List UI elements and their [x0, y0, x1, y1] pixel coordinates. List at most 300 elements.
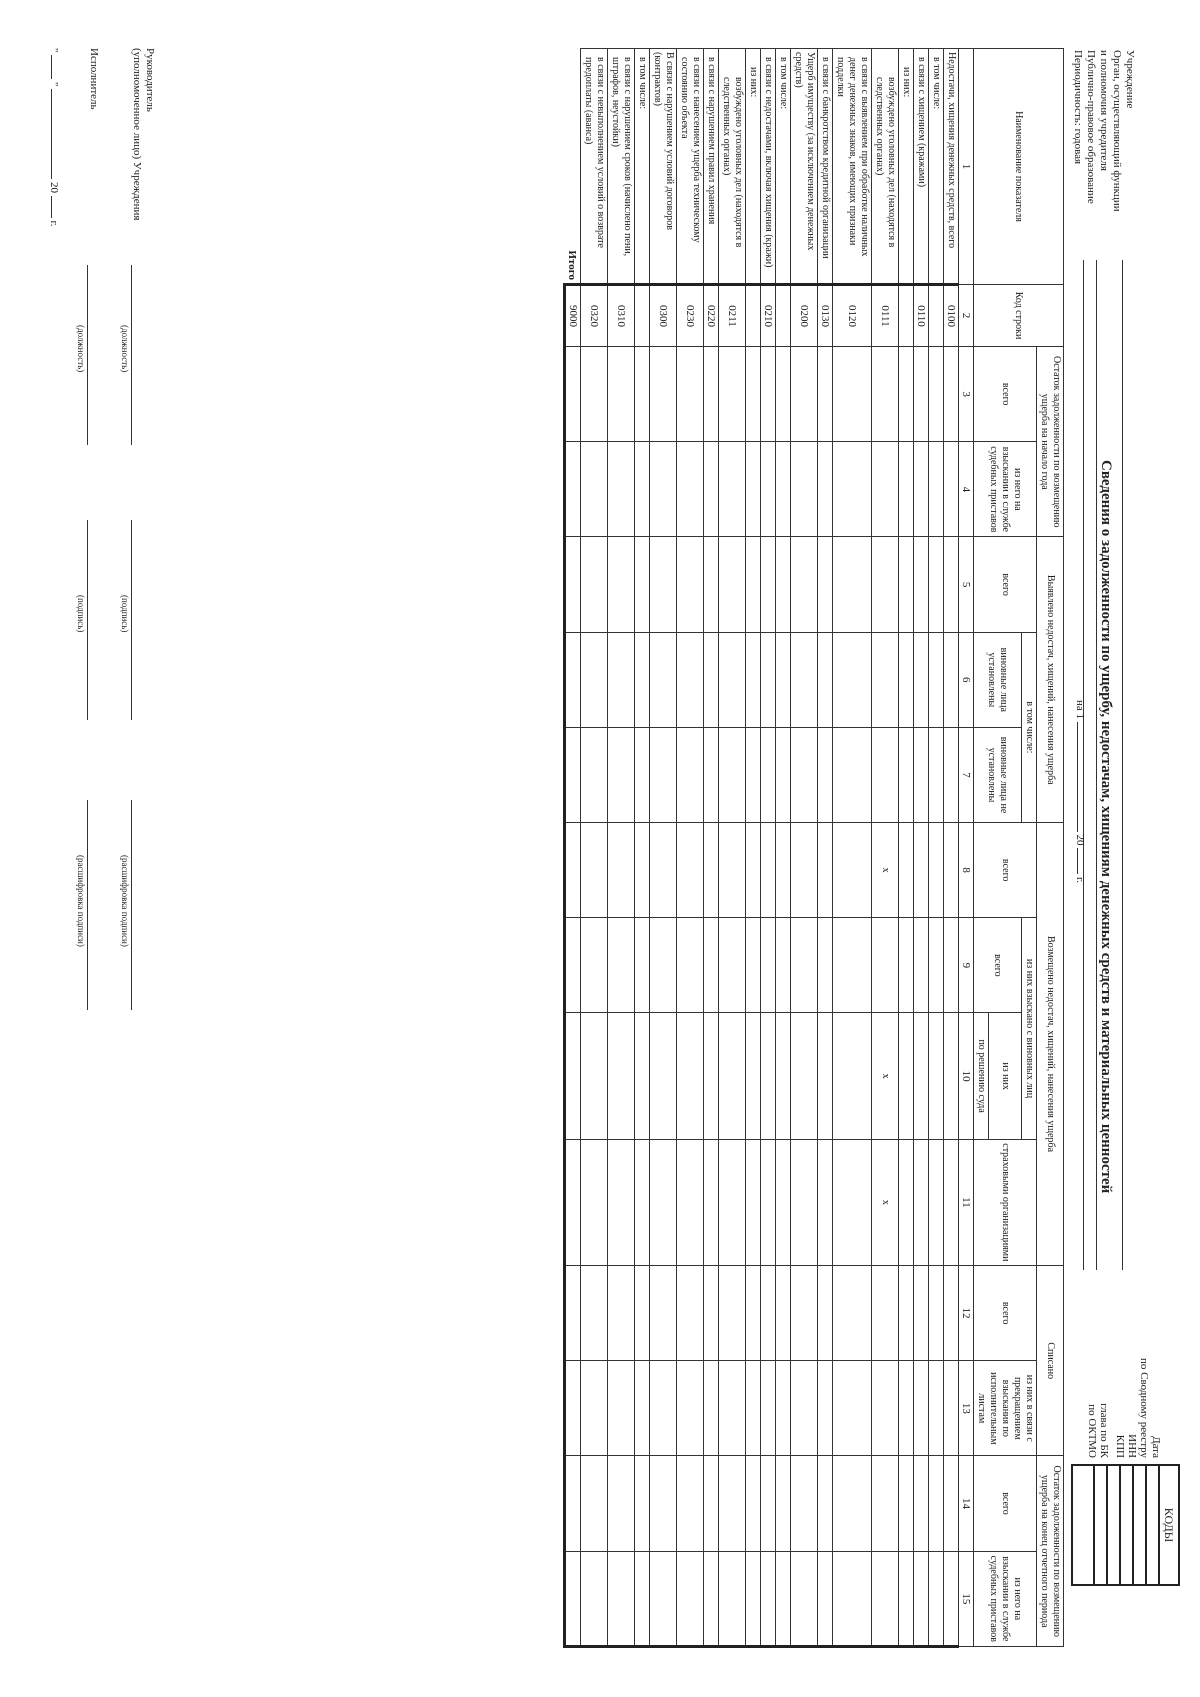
row-value-cell[interactable]: [833, 347, 872, 442]
header-field-municipality: Публично-правовое образование: [1085, 50, 1097, 204]
row-value-cell[interactable]: [899, 1456, 914, 1551]
row-value-cell[interactable]: [818, 1456, 833, 1551]
row-value-cell[interactable]: [776, 632, 791, 727]
row-value-cell[interactable]: [677, 1139, 704, 1265]
row-value-cell[interactable]: [650, 1139, 677, 1265]
row-value-cell[interactable]: [872, 727, 899, 822]
col-header-closing-total: всего: [974, 1456, 1037, 1551]
row-value-cell[interactable]: [914, 823, 929, 918]
row-value-cell[interactable]: [719, 347, 746, 442]
col-number: 15: [959, 1551, 974, 1646]
row-value-cell[interactable]: [872, 1266, 899, 1361]
row-value-cell[interactable]: [899, 823, 914, 918]
row-value-cell[interactable]: [704, 1361, 719, 1456]
row-value-cell[interactable]: [944, 442, 959, 537]
row-value-cell[interactable]: [776, 1361, 791, 1456]
row-value-cell[interactable]: [719, 1139, 746, 1265]
row-value-cell[interactable]: [818, 1013, 833, 1139]
row-value-cell[interactable]: [872, 537, 899, 632]
row-value-cell[interactable]: [761, 442, 776, 537]
date-year-field[interactable]: [1077, 848, 1078, 874]
row-value-cell[interactable]: [833, 823, 872, 918]
row-value-cell[interactable]: [746, 1361, 761, 1456]
row-value-cell[interactable]: [944, 918, 959, 1013]
row-value-cell[interactable]: [608, 442, 635, 537]
row-value-cell[interactable]: [833, 727, 872, 822]
row-value-cell[interactable]: [791, 442, 818, 537]
row-value-cell[interactable]: [635, 727, 650, 822]
total-cell[interactable]: [565, 1266, 581, 1361]
row-value-cell[interactable]: [929, 727, 944, 822]
row-value-cell[interactable]: [761, 727, 776, 822]
row-value-cell[interactable]: [833, 1361, 872, 1456]
row-value-cell[interactable]: [872, 1551, 899, 1646]
row-value-cell[interactable]: [914, 1139, 929, 1265]
row-value-cell[interactable]: [872, 347, 899, 442]
row-value-cell[interactable]: [761, 1266, 776, 1361]
row-value-cell[interactable]: [746, 1551, 761, 1646]
row-value-cell[interactable]: [746, 1266, 761, 1361]
row-value-cell[interactable]: [650, 442, 677, 537]
row-value-cell[interactable]: [899, 1139, 914, 1265]
row-value-cell[interactable]: [944, 1456, 959, 1551]
row-value-cell[interactable]: [746, 823, 761, 918]
table-row: [818, 49, 833, 1647]
row-value-cell[interactable]: [791, 1551, 818, 1646]
date-prefix: на 1: [1074, 700, 1086, 720]
row-code: 0120: [833, 284, 872, 346]
row-value-cell[interactable]: [944, 1013, 959, 1139]
total-cell[interactable]: [565, 918, 581, 1013]
header-field-founder-2: и полномочия учредителя: [1098, 50, 1110, 171]
row-value-cell[interactable]: [746, 1139, 761, 1265]
row-value-cell[interactable]: [872, 1361, 899, 1456]
row-value-cell[interactable]: [944, 632, 959, 727]
row-value-cell[interactable]: [914, 918, 929, 1013]
row-value-cell[interactable]: [761, 1139, 776, 1265]
executor-signature-caption: (подпись): [76, 595, 86, 633]
row-value-cell[interactable]: [608, 1551, 635, 1646]
row-value-cell[interactable]: [719, 632, 746, 727]
row-value-cell[interactable]: [650, 1266, 677, 1361]
col-number: 3: [959, 347, 974, 442]
row-value-cell[interactable]: [914, 347, 929, 442]
row-value-cell[interactable]: [914, 727, 929, 822]
row-value-cell[interactable]: [791, 632, 818, 727]
sign-date-month-field[interactable]: [51, 89, 52, 179]
total-cell[interactable]: [565, 632, 581, 727]
row-value-cell[interactable]: [899, 918, 914, 1013]
row-value-cell[interactable]: [899, 632, 914, 727]
total-label: Итого: [566, 250, 579, 280]
row-value-cell[interactable]: [833, 442, 872, 537]
row-name: возбуждено уголовных дел (находятся в следственных органах): [872, 49, 899, 285]
col-header-closing-bailiff: из него на взыскании в службе судебных приставов: [974, 1551, 1037, 1646]
row-value-cell[interactable]: [608, 1139, 635, 1265]
row-value-cell[interactable]: x: [872, 1139, 899, 1265]
row-value-cell[interactable]: [704, 1013, 719, 1139]
col-number: 9: [959, 918, 974, 1013]
row-name: в связи с выявлением при обработке наличных денег денежных знаков, имеющих признаки подделки: [833, 49, 872, 285]
row-value-cell[interactable]: [677, 918, 704, 1013]
code-kpp-cell[interactable]: [1107, 1465, 1120, 1585]
code-oktmo-cell[interactable]: [1072, 1465, 1094, 1585]
total-cell[interactable]: [565, 1456, 581, 1551]
row-value-cell[interactable]: [677, 1361, 704, 1456]
row-value-cell[interactable]: [833, 537, 872, 632]
row-value-cell[interactable]: [899, 442, 914, 537]
row-value-cell[interactable]: [776, 537, 791, 632]
row-value-cell[interactable]: [899, 1361, 914, 1456]
sign-date-quote-close: ": [48, 82, 60, 87]
head-decoding-line[interactable]: [131, 800, 132, 1010]
row-value-cell[interactable]: [704, 442, 719, 537]
row-value-cell[interactable]: [929, 347, 944, 442]
row-value-cell[interactable]: [719, 918, 746, 1013]
row-value-cell[interactable]: [581, 1361, 608, 1456]
col-number: 6: [959, 632, 974, 727]
row-value-cell[interactable]: [833, 1266, 872, 1361]
row-value-cell[interactable]: [776, 727, 791, 822]
row-value-cell[interactable]: [608, 727, 635, 822]
row-value-cell[interactable]: [608, 1013, 635, 1139]
row-value-cell[interactable]: [791, 918, 818, 1013]
sign-date-day-field[interactable]: [51, 55, 52, 79]
row-value-cell[interactable]: [746, 632, 761, 727]
codes-label-bk: глава по БК: [1098, 1403, 1110, 1458]
row-value-cell[interactable]: [608, 823, 635, 918]
row-value-cell[interactable]: [581, 1013, 608, 1139]
row-value-cell[interactable]: [761, 1013, 776, 1139]
row-value-cell[interactable]: [914, 1013, 929, 1139]
row-value-cell[interactable]: [746, 442, 761, 537]
row-value-cell[interactable]: [776, 347, 791, 442]
row-name: Ущерб имуществу (за исключением денежных средств): [791, 49, 818, 285]
row-value-cell[interactable]: [650, 1361, 677, 1456]
row-value-cell[interactable]: [746, 1013, 761, 1139]
row-value-cell[interactable]: [776, 1139, 791, 1265]
row-value-cell[interactable]: [776, 442, 791, 537]
row-value-cell[interactable]: [704, 347, 719, 442]
executor-position-line[interactable]: [87, 265, 88, 445]
row-name: Недостачи, хищения денежных средств, всего: [944, 49, 959, 285]
row-value-cell[interactable]: [704, 1139, 719, 1265]
executor-decoding-line[interactable]: [87, 800, 88, 1010]
row-value-cell[interactable]: [650, 537, 677, 632]
row-value-cell[interactable]: [791, 1139, 818, 1265]
row-value-cell[interactable]: [899, 1013, 914, 1139]
row-value-cell[interactable]: [791, 347, 818, 442]
codes-label-list: [1086, 1360, 1162, 1458]
row-value-cell[interactable]: [944, 347, 959, 442]
row-value-cell[interactable]: [719, 727, 746, 822]
row-value-cell[interactable]: [761, 1361, 776, 1456]
row-value-cell[interactable]: [899, 537, 914, 632]
row-value-cell[interactable]: [914, 537, 929, 632]
row-value-cell[interactable]: [929, 1266, 944, 1361]
row-value-cell[interactable]: [833, 632, 872, 727]
row-value-cell[interactable]: [791, 1456, 818, 1551]
row-value-cell[interactable]: [635, 1139, 650, 1265]
row-value-cell[interactable]: [719, 1361, 746, 1456]
row-value-cell[interactable]: [833, 1139, 872, 1265]
row-name: В связи с нарушением условий договоров (контрактов): [650, 49, 677, 285]
row-value-cell[interactable]: [929, 1456, 944, 1551]
row-value-cell[interactable]: [872, 918, 899, 1013]
row-value-cell[interactable]: [704, 632, 719, 727]
col-header-closing: Остаток задолженности по возмещению ущерба на конец отчетного периода: [1037, 1456, 1064, 1647]
row-value-cell[interactable]: [818, 918, 833, 1013]
row-value-cell[interactable]: [635, 1361, 650, 1456]
row-value-cell[interactable]: [650, 823, 677, 918]
row-value-cell[interactable]: [581, 727, 608, 822]
row-value-cell[interactable]: [776, 823, 791, 918]
row-value-cell[interactable]: [776, 1551, 791, 1646]
row-value-cell[interactable]: [746, 537, 761, 632]
row-value-cell[interactable]: [650, 727, 677, 822]
row-value-cell[interactable]: [746, 347, 761, 442]
row-value-cell[interactable]: [929, 1013, 944, 1139]
total-cell[interactable]: [565, 537, 581, 632]
col-header-revealed-known: виновные лица установлены: [974, 632, 1022, 727]
row-value-cell[interactable]: [581, 1551, 608, 1646]
row-value-cell[interactable]: [899, 1551, 914, 1646]
total-cell[interactable]: [565, 1013, 581, 1139]
row-value-cell[interactable]: [635, 442, 650, 537]
row-value-cell[interactable]: [677, 537, 704, 632]
row-value-cell[interactable]: [650, 1013, 677, 1139]
col-header-by-court: по решению суда: [974, 1013, 989, 1139]
row-value-cell[interactable]: [791, 537, 818, 632]
row-value-cell[interactable]: [776, 1266, 791, 1361]
row-value-cell[interactable]: [635, 537, 650, 632]
row-value-cell[interactable]: [581, 347, 608, 442]
date-year-suffix: г.: [1074, 877, 1086, 884]
row-value-cell[interactable]: [608, 1266, 635, 1361]
row-value-cell[interactable]: [791, 1266, 818, 1361]
row-value-cell[interactable]: [677, 1266, 704, 1361]
row-value-cell[interactable]: [818, 823, 833, 918]
row-value-cell[interactable]: [746, 727, 761, 822]
row-value-cell[interactable]: [761, 1456, 776, 1551]
row-value-cell[interactable]: [608, 918, 635, 1013]
row-value-cell[interactable]: [791, 1013, 818, 1139]
row-value-cell[interactable]: [704, 1551, 719, 1646]
row-value-cell[interactable]: [719, 823, 746, 918]
total-cell[interactable]: [565, 1551, 581, 1646]
row-value-cell[interactable]: [776, 1456, 791, 1551]
row-value-cell[interactable]: [608, 1456, 635, 1551]
row-value-cell[interactable]: [761, 347, 776, 442]
header-fields: [1071, 50, 1136, 212]
row-value-cell[interactable]: [635, 1456, 650, 1551]
row-value-cell[interactable]: [677, 1551, 704, 1646]
row-value-cell[interactable]: [929, 1361, 944, 1456]
row-value-cell[interactable]: [929, 1139, 944, 1265]
row-value-cell[interactable]: [581, 918, 608, 1013]
row-value-cell[interactable]: [719, 537, 746, 632]
row-value-cell[interactable]: [650, 918, 677, 1013]
row-value-cell[interactable]: [818, 1551, 833, 1646]
col-header-written-off: Списано: [1037, 1266, 1064, 1456]
row-value-cell[interactable]: [635, 347, 650, 442]
row-value-cell[interactable]: [899, 1266, 914, 1361]
col-number: 11: [959, 1139, 974, 1265]
col-header-compensated: Возмещено недостач, хищений, нанесения ущерба: [1037, 823, 1064, 1266]
row-value-cell[interactable]: [608, 632, 635, 727]
row-value-cell[interactable]: [944, 823, 959, 918]
row-value-cell[interactable]: [944, 1361, 959, 1456]
row-value-cell[interactable]: [761, 918, 776, 1013]
head-position-line[interactable]: [131, 265, 132, 445]
row-value-cell[interactable]: [833, 1551, 872, 1646]
total-cell[interactable]: [565, 442, 581, 537]
row-value-cell[interactable]: [719, 1551, 746, 1646]
row-value-cell[interactable]: [791, 1361, 818, 1456]
row-value-cell[interactable]: [704, 537, 719, 632]
institution-line[interactable]: [1122, 260, 1123, 1270]
row-value-cell[interactable]: [677, 1013, 704, 1139]
row-value-cell[interactable]: [635, 1551, 650, 1646]
col-number: 14: [959, 1456, 974, 1551]
row-value-cell[interactable]: [929, 632, 944, 727]
row-value-cell[interactable]: [833, 1013, 872, 1139]
table-row: [746, 49, 761, 1647]
row-value-cell[interactable]: [635, 918, 650, 1013]
row-value-cell[interactable]: [818, 1266, 833, 1361]
row-value-cell[interactable]: [608, 347, 635, 442]
row-value-cell[interactable]: [914, 1361, 929, 1456]
row-value-cell[interactable]: [944, 727, 959, 822]
row-value-cell[interactable]: [914, 1266, 929, 1361]
row-value-cell[interactable]: [944, 537, 959, 632]
row-value-cell[interactable]: [677, 632, 704, 727]
row-value-cell[interactable]: [899, 727, 914, 822]
row-value-cell[interactable]: [776, 1013, 791, 1139]
row-value-cell[interactable]: [581, 823, 608, 918]
row-value-cell[interactable]: [746, 1456, 761, 1551]
row-value-cell[interactable]: x: [872, 1013, 899, 1139]
row-value-cell[interactable]: [761, 1551, 776, 1646]
row-value-cell[interactable]: [746, 918, 761, 1013]
row-value-cell[interactable]: [872, 632, 899, 727]
total-cell[interactable]: [565, 1139, 581, 1265]
col-header-compensated-total: всего: [974, 823, 1037, 918]
row-value-cell[interactable]: [761, 632, 776, 727]
code-registry-cell[interactable]: [1133, 1465, 1146, 1585]
row-value-cell[interactable]: [677, 823, 704, 918]
row-value-cell[interactable]: [704, 1456, 719, 1551]
row-value-cell[interactable]: [719, 1013, 746, 1139]
total-cell[interactable]: [565, 347, 581, 442]
row-value-cell[interactable]: [818, 442, 833, 537]
row-value-cell[interactable]: [929, 537, 944, 632]
row-value-cell[interactable]: [818, 632, 833, 727]
row-value-cell[interactable]: [704, 1266, 719, 1361]
row-value-cell[interactable]: [818, 347, 833, 442]
row-value-cell[interactable]: [704, 918, 719, 1013]
total-cell[interactable]: [565, 727, 581, 822]
row-value-cell[interactable]: [677, 442, 704, 537]
total-cell[interactable]: [565, 1361, 581, 1456]
row-value-cell[interactable]: [650, 1551, 677, 1646]
row-value-cell[interactable]: [635, 823, 650, 918]
row-value-cell[interactable]: [929, 823, 944, 918]
row-value-cell[interactable]: [677, 347, 704, 442]
row-value-cell[interactable]: [581, 442, 608, 537]
row-value-cell[interactable]: [761, 823, 776, 918]
row-value-cell[interactable]: [929, 918, 944, 1013]
row-value-cell[interactable]: [899, 347, 914, 442]
row-value-cell[interactable]: [872, 1456, 899, 1551]
row-value-cell[interactable]: [944, 1139, 959, 1265]
row-value-cell[interactable]: [677, 727, 704, 822]
row-value-cell[interactable]: [719, 1266, 746, 1361]
row-value-cell[interactable]: x: [872, 823, 899, 918]
table-body: [581, 49, 959, 1647]
row-value-cell[interactable]: [635, 632, 650, 727]
row-value-cell[interactable]: [872, 442, 899, 537]
sign-date-year-field[interactable]: [51, 196, 52, 218]
total-cell[interactable]: [565, 823, 581, 918]
row-value-cell[interactable]: [914, 1551, 929, 1646]
row-name: в связи с невыполнением условий о возврате предоплаты (аванса): [581, 49, 608, 285]
row-value-cell[interactable]: [581, 1266, 608, 1361]
row-value-cell[interactable]: [581, 1139, 608, 1265]
row-value-cell[interactable]: [635, 1266, 650, 1361]
row-value-cell[interactable]: [818, 537, 833, 632]
row-value-cell[interactable]: [635, 1013, 650, 1139]
row-value-cell[interactable]: [833, 1456, 872, 1551]
row-value-cell[interactable]: [608, 537, 635, 632]
row-value-cell[interactable]: [818, 1361, 833, 1456]
row-value-cell[interactable]: [677, 1456, 704, 1551]
row-value-cell[interactable]: [914, 1456, 929, 1551]
row-value-cell[interactable]: [719, 442, 746, 537]
row-value-cell[interactable]: [791, 727, 818, 822]
row-value-cell[interactable]: [776, 918, 791, 1013]
row-value-cell[interactable]: [650, 1456, 677, 1551]
row-value-cell[interactable]: [704, 727, 719, 822]
row-value-cell[interactable]: [914, 442, 929, 537]
head-signature-line[interactable]: [131, 520, 132, 720]
code-inn-cell[interactable]: [1120, 1465, 1133, 1585]
row-value-cell[interactable]: [608, 1361, 635, 1456]
row-value-cell[interactable]: [650, 347, 677, 442]
row-value-cell[interactable]: [581, 537, 608, 632]
row-value-cell[interactable]: [818, 727, 833, 822]
row-value-cell[interactable]: [704, 823, 719, 918]
row-value-cell[interactable]: [581, 632, 608, 727]
executor-signature-line[interactable]: [87, 520, 88, 720]
row-value-cell[interactable]: [761, 537, 776, 632]
code-bk-cell[interactable]: [1094, 1465, 1107, 1585]
row-value-cell[interactable]: [833, 918, 872, 1013]
row-value-cell[interactable]: [719, 1456, 746, 1551]
row-value-cell[interactable]: [818, 1139, 833, 1265]
row-value-cell[interactable]: [944, 1266, 959, 1361]
row-value-cell[interactable]: [914, 632, 929, 727]
row-value-cell[interactable]: [929, 442, 944, 537]
row-value-cell[interactable]: [581, 1456, 608, 1551]
row-code: 0110: [914, 284, 929, 346]
row-value-cell[interactable]: [791, 823, 818, 918]
row-value-cell[interactable]: [650, 632, 677, 727]
row-value-cell[interactable]: [944, 1551, 959, 1646]
row-value-cell[interactable]: [929, 1551, 944, 1646]
date-day-month-field[interactable]: [1077, 722, 1078, 832]
code-date-cell[interactable]: [1146, 1465, 1159, 1585]
